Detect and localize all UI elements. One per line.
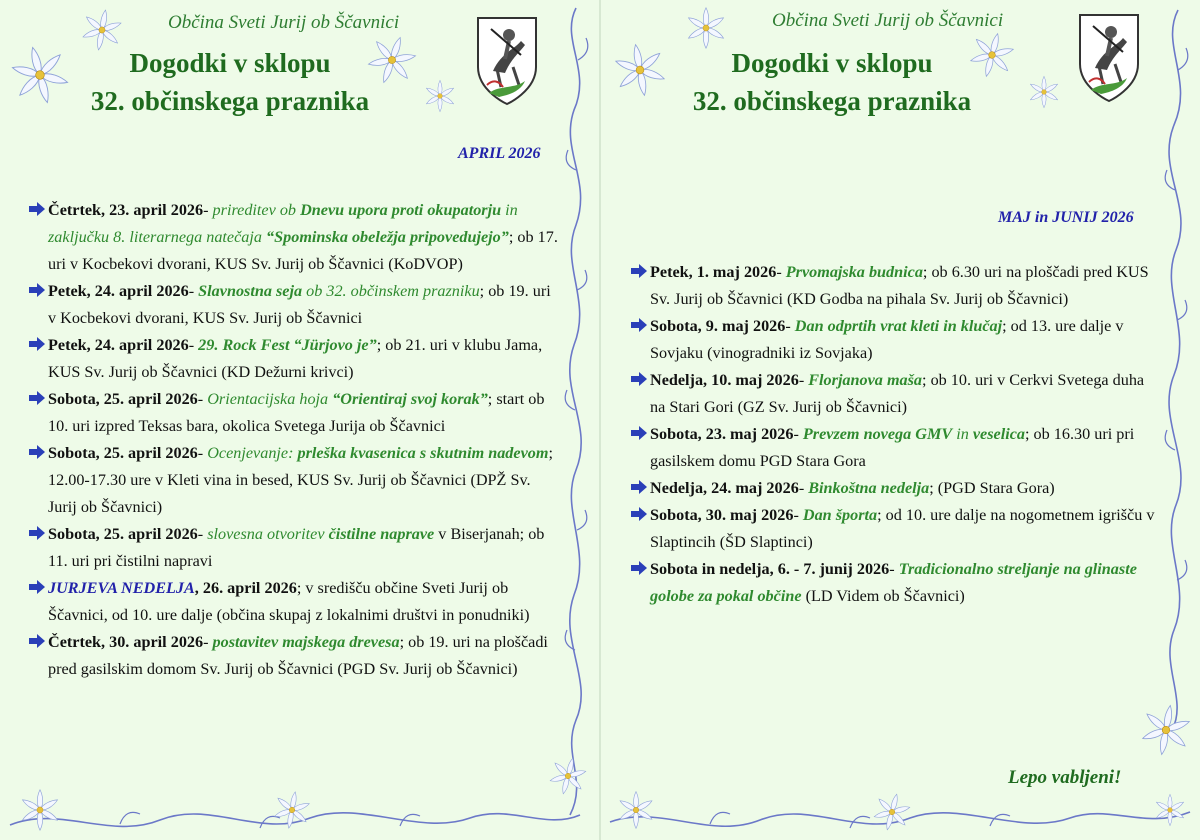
event-date: Petek, 24. april 2026	[48, 282, 189, 300]
lily-flower-icon	[1139, 703, 1193, 757]
event-separator: -	[188, 282, 199, 300]
lily-flower-icon	[423, 79, 457, 113]
lily-flower-icon	[684, 6, 728, 50]
event-text: ; ob 6.30 uri na ploščadi pred KUS Sv. Jurij ob Ščavnici (KD Godba na pihala Sv. Jurij ob Ščavnici)	[650, 263, 1149, 308]
event-text: in	[952, 425, 973, 443]
event-item	[28, 278, 560, 332]
event-date: Sobota in nedelja, 6. - 7. junij 2026	[650, 560, 890, 578]
right-arrow-icon	[630, 371, 648, 387]
event-item	[28, 332, 560, 386]
event-text: ; ob 19. uri v Kocbekovi dvorani, KUS Sv. Jurij ob Ščavnici	[48, 282, 551, 327]
right-arrow-icon	[630, 506, 648, 522]
event-date: Petek, 24. april 2026	[48, 336, 189, 354]
right-arrow-icon	[630, 560, 648, 576]
lily-flower-icon	[612, 42, 668, 98]
event-text: ; ob 19. uri na ploščadi pred gasilskim domom Sv. Jurij ob Ščavnici (PGD Sv. Jurij ob Ščavnici)	[48, 633, 548, 678]
event-date: Sobota, 25. april 2026	[48, 390, 198, 408]
event-date: Sobota, 25. april 2026	[48, 444, 198, 462]
event-item	[630, 502, 1158, 556]
event-date: Sobota, 23. maj 2026	[650, 425, 794, 443]
event-text: Florjanova maša	[808, 371, 923, 389]
period-label: MAJ in JUNIJ 2026	[998, 209, 1134, 226]
event-separator: -	[197, 444, 208, 462]
event-text: Slavnostna seja	[198, 282, 303, 300]
lily-flower-icon	[616, 790, 656, 830]
coat-of-arms-icon	[1077, 12, 1141, 104]
event-item	[630, 367, 1158, 421]
event-date: Četrtek, 23. april 2026	[48, 201, 204, 219]
event-text: v Biserjanah; ob 11. uri pri čistilni napravi	[48, 525, 545, 570]
event-date: Sobota, 30. maj 2026	[650, 506, 794, 524]
event-item	[630, 556, 1158, 610]
event-text: Prevzem novega GMV	[802, 425, 953, 443]
title-line-2: 32. občinskega praznika	[692, 86, 972, 116]
right-arrow-icon	[28, 579, 46, 595]
event-text: Ocenjevanje:	[207, 444, 298, 462]
event-item	[28, 629, 560, 683]
lily-flower-icon	[872, 792, 912, 832]
event-item	[28, 575, 560, 629]
event-separator: -	[197, 390, 208, 408]
event-text: “Orientiraj svoj korak”	[332, 390, 488, 408]
event-item	[28, 521, 560, 575]
event-item	[630, 313, 1158, 367]
event-text: Orientacijska hoja	[207, 390, 333, 408]
event-date: Četrtek, 30. april 2026	[48, 633, 204, 651]
event-separator: -	[776, 263, 786, 281]
event-text: JURJEVA NEDELJA	[48, 579, 195, 597]
event-item	[28, 197, 560, 278]
panel-may-june	[600, 0, 1200, 840]
event-separator: -	[798, 371, 809, 389]
event-item	[28, 440, 560, 521]
event-list	[28, 197, 560, 683]
closing-text: Lepo vabljeni!	[1008, 767, 1122, 788]
event-date: Sobota, 9. maj 2026	[650, 317, 786, 335]
event-text: ; (PGD Stara Gora)	[929, 479, 1055, 497]
event-text: in zaključku 8. literarnega natečaja	[48, 201, 518, 246]
event-date: Sobota, 25. april 2026	[48, 525, 198, 543]
event-item	[630, 259, 1158, 313]
lily-flower-icon	[366, 34, 418, 86]
event-text: ; ob 17. uri v Kocbekovi dvorani, KUS Sv. Jurij ob Ščavnici (KoDVOP)	[48, 228, 558, 273]
event-separator: -	[197, 525, 208, 543]
right-arrow-icon	[630, 425, 648, 441]
event-text: ; od 10. ure dalje na nogometnem igrišču v Slaptincih (ŠD Slaptinci)	[650, 506, 1155, 551]
right-arrow-icon	[630, 479, 648, 495]
municipality-name: Občina Sveti Jurij ob Ščavnici	[772, 10, 1004, 31]
event-date: Nedelja, 10. maj 2026	[650, 371, 799, 389]
event-separator: -	[203, 201, 213, 219]
right-arrow-icon	[28, 525, 46, 541]
event-text: ; 12.00-17.30 ure v Kleti vina in besed, KUS Sv. Jurij ob Ščavnici (DPŽ Sv. Jurij ob Ščavnici)	[48, 444, 553, 516]
event-text: , 26. april 2026	[194, 579, 297, 597]
event-text: Dnevu upora proti okupatorju	[300, 201, 502, 219]
lily-flower-icon	[548, 756, 588, 796]
event-text: čistilne naprave	[328, 525, 435, 543]
right-arrow-icon	[630, 317, 648, 333]
right-arrow-icon	[630, 263, 648, 279]
title-line-1: Dogodki v sklopu	[129, 48, 331, 78]
event-separator: -	[188, 336, 199, 354]
event-text: Dan odprtih vrat kleti in klučaj	[794, 317, 1003, 335]
title-line-1: Dogodki v sklopu	[731, 48, 933, 78]
lily-flower-icon	[968, 31, 1016, 79]
lily-flower-icon	[18, 788, 62, 832]
page-title	[662, 44, 1002, 120]
lily-flower-icon	[1153, 793, 1187, 827]
event-text: ; od 13. ure dalje v Sovjaku (vinogradniki iz Sovjaka)	[650, 317, 1124, 362]
lily-flower-icon	[272, 790, 312, 830]
event-item	[630, 421, 1158, 475]
event-date: Nedelja, 24. maj 2026	[650, 479, 799, 497]
event-separator: -	[793, 506, 803, 524]
event-separator: -	[203, 633, 213, 651]
right-arrow-icon	[28, 201, 46, 217]
event-text: Tradicionalno streljanje na glinaste golobe za pokal občine	[650, 560, 1137, 605]
event-text: slovesna otvoritev	[207, 525, 329, 543]
event-text: prleška kvasenica s skutnim nadevom	[297, 444, 549, 462]
event-text: ; start ob 10. uri izpred Teksas bara, okolica Svetega Jurija ob Ščavnici	[48, 390, 545, 435]
event-text: “Spominska obeležja pripovedujejo”	[266, 228, 509, 246]
event-text: ob 32. občinskem prazniku	[302, 282, 480, 300]
right-arrow-icon	[28, 336, 46, 352]
event-text: veselica	[972, 425, 1025, 443]
event-separator: -	[798, 479, 809, 497]
municipality-name: Občina Sveti Jurij ob Ščavnici	[168, 12, 400, 33]
event-text: Dan športa	[802, 506, 878, 524]
event-text: Prvomajska budnica	[785, 263, 923, 281]
page-title	[60, 44, 400, 120]
lily-flower-icon	[1027, 75, 1061, 109]
coat-of-arms-icon	[475, 15, 539, 107]
event-separator: -	[785, 317, 795, 335]
event-separator: -	[889, 560, 899, 578]
event-text: ; v središču občine Sveti Jurij ob Ščavnici, od 10. ure dalje (občina skupaj z lokalnimi društvi in ponudniki)	[48, 579, 530, 624]
event-text: 29. Rock Fest “Jürjovo je”	[198, 336, 377, 354]
lily-flower-icon	[80, 8, 124, 52]
event-text: (LD Videm ob Ščavnici)	[801, 587, 965, 605]
right-arrow-icon	[28, 633, 46, 649]
title-line-2: 32. občinskega praznika	[90, 86, 370, 116]
event-list	[630, 259, 1158, 610]
right-arrow-icon	[28, 282, 46, 298]
event-item	[630, 475, 1158, 502]
period-label: APRIL 2026	[458, 145, 541, 162]
event-text: ; ob 21. uri v klubu Jama, KUS Sv. Jurij ob Ščavnici (KD Dežurni krivci)	[48, 336, 543, 381]
event-text: ; ob 16.30 uri pri gasilskem domu PGD Stara Gora	[650, 425, 1135, 470]
lily-flower-icon	[9, 44, 71, 106]
right-arrow-icon	[28, 444, 46, 460]
event-text: ; ob 10. uri v Cerkvi Svetega duha na Stari Gori (GZ Sv. Jurij ob Ščavnici)	[650, 371, 1145, 416]
event-text: postavitev majskega drevesa	[212, 633, 400, 651]
event-text: Binkoštna nedelja	[808, 479, 930, 497]
event-text: prireditev ob	[212, 201, 301, 219]
event-separator: -	[793, 425, 803, 443]
event-date: Petek, 1. maj 2026	[650, 263, 777, 281]
event-item	[28, 386, 560, 440]
right-arrow-icon	[28, 390, 46, 406]
